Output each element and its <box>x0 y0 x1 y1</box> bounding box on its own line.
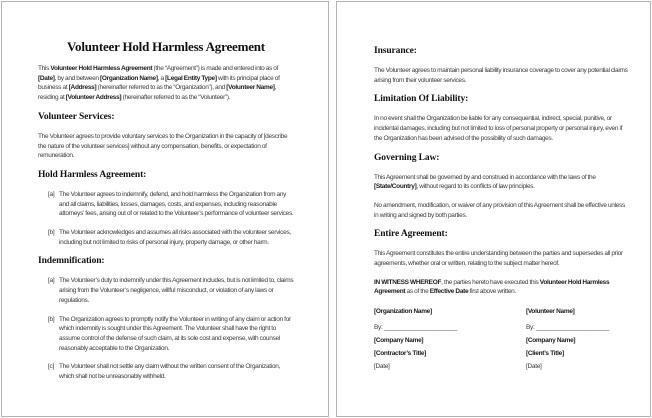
list-item <box>38 228 294 247</box>
paragraph: In no event shall the Organization be liable for any consequential, indirect, special, punitive, or incidental damages, including but not limited to loss of personal property or personal injury, even if the Organization has been advised of the possibility of such damages. <box>374 115 623 142</box>
list-marker: [a] <box>48 190 55 198</box>
signature-date: [Date] <box>526 363 542 371</box>
section-heading-entire-agreement: Entire Agreement: <box>374 229 448 240</box>
signature-title: [Client’s Title] <box>526 350 564 358</box>
paragraph: The Volunteer agrees to provide voluntary services to the Organization in the capacity of [describe the nature of the volunteer services] without any compensation, benefits, or expectation of remuneration. <box>38 132 288 160</box>
paragraph: This Agreement shall be governed by and construed in accordance with the laws of the [State/Country], without regard to its conflicts of law principles. <box>374 173 596 191</box>
list-marker: [b] <box>48 229 55 237</box>
page-2 <box>336 1 651 417</box>
list-item-text: The Volunteer shall not settle any claim without the written consent of the Organization, which shall not be unreasonably withheld. <box>59 363 281 381</box>
list-item-text: The Volunteer acknowledges and assumes all risks associated with the volunteer services, including but not limited to risks of personal injury, property damage, or other harm. <box>59 229 291 246</box>
signature-block <box>374 307 630 375</box>
list-item <box>38 276 294 305</box>
signature-title: [Contractor’s Title] <box>374 350 427 358</box>
signature-column-organization <box>374 307 526 375</box>
document-title: Volunteer Hold Harmless Agreement <box>67 39 265 54</box>
page-1 <box>1 1 329 417</box>
list-marker: [c] <box>48 363 54 371</box>
section-heading-insurance: Insurance: <box>374 46 417 56</box>
list-item-text: The Volunteer agrees to indemnify, defend, and hold harmless the Organization from any and all claims, liabilities, losses, damages, costs, and expenses, including reasonable attorneys’ fees, arising out of or related to the Volunteer’s performance of volunteer services. <box>59 190 294 218</box>
signature-by-line: By: ______________________ <box>526 324 609 332</box>
list-marker: [a] <box>48 277 55 285</box>
paragraph: No amendment, modification, or waiver of any provision of this Agreement shall be effective unless in writing and signed by both parties. <box>374 201 625 219</box>
section-heading-hold-harmless-agreement: Hold Harmless Agreement: <box>38 169 147 180</box>
intro-paragraph: This Volunteer Hold Harmless Agreement (the “Agreement”) is made and entered into as of [Date], by and between [Organization Name], a [Legal Entity Type] with its principal place of business at [Address] (hereinafter referred to as the “Organization”), and [Volunteer Name], residing at [Volunteer Address] (hereinafter referred to as the “Volunteer”). <box>38 65 280 102</box>
signature-party-name: [Volunteer Name] <box>526 308 575 316</box>
signature-by-line: By: ______________________ <box>374 324 457 332</box>
signature-party-name: [Organization Name] <box>374 308 432 316</box>
section-heading-limitation-of-liability: Limitation Of Liability: <box>374 94 469 105</box>
section-heading-governing-law: Governing Law: <box>374 152 440 163</box>
signature-company-name: [Company Name] <box>374 337 424 345</box>
signature-column-volunteer <box>526 307 630 375</box>
signature-date: [Date] <box>374 363 390 371</box>
list-item-text: The Volunteer’s duty to indemnify under this Agreement includes, but is not limited to, claims arising from the Volunteer’s negligence, willful misconduct, or violation of any laws or regulations. <box>59 277 294 304</box>
signature-company-name: [Company Name] <box>526 337 576 345</box>
section-heading-volunteer-services: Volunteer Services: <box>38 111 115 122</box>
list-item <box>38 315 294 354</box>
list-item <box>38 190 294 219</box>
section-heading-indemnification: Indemnification: <box>38 256 105 267</box>
list-item <box>38 362 294 381</box>
list-item-text: The Organization agrees to promptly notify the Volunteer in writing of any claim or action for which indemnity is sought under this Agreement. The Volunteer shall have the right to assume control of the defense of such claim, at its sole cost and expense, with counsel reasonably acceptable to the Organization. <box>59 315 291 352</box>
paragraph: The Volunteer agrees to maintain personal liability insurance coverage to cover any potential claims arising from their volunteer services. <box>374 67 628 84</box>
list-marker: [b] <box>48 315 55 323</box>
paragraph: This Agreement constitutes the entire understanding between the parties and supersedes all prior agreements, whether oral or written, relating to the subject matter hereof. <box>374 250 623 268</box>
witness-paragraph: IN WITNESS WHEREOF, the parties hereto have executed this Volunteer Hold Harmless Agreement as of the Effective Date first above written. <box>374 278 610 296</box>
